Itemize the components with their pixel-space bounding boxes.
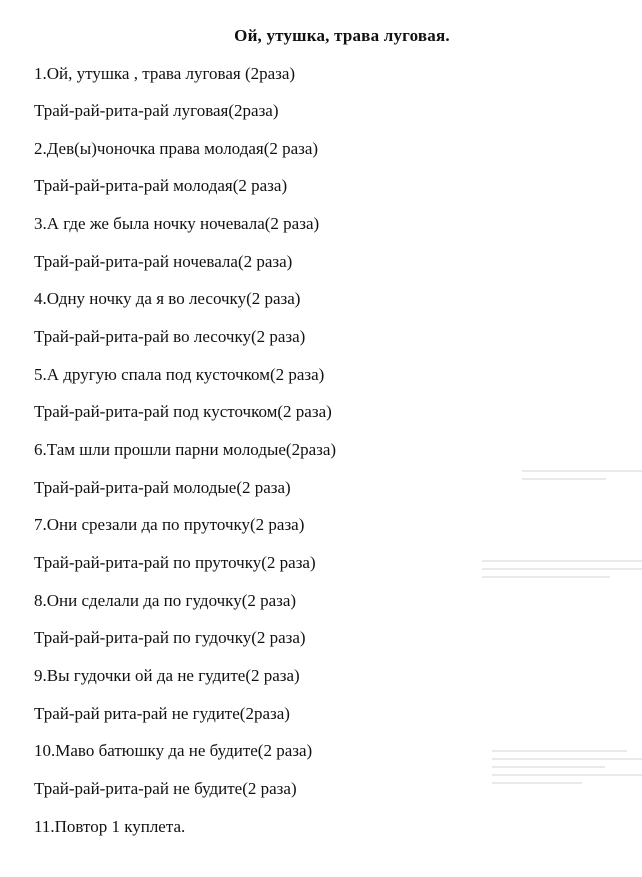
verse-line-3: 3.А где же была ночку ночевала(2 раза)	[34, 214, 320, 233]
verse-line-2: 2.Дев(ы)чоночка права молодая(2 раза)	[34, 139, 319, 158]
verse-line-1: 1.Ой, утушка , трава луговая (2раза)	[34, 64, 296, 83]
verse-line-6: 6.Там шли прошли парни молодые(2раза)	[34, 440, 337, 459]
bleed-through-marks-3	[492, 750, 642, 790]
refrain-line-10: Трай-рай-рита-рай не будите(2 раза)	[34, 779, 297, 798]
refrain-line-5: Трай-рай-рита-рай под кусточком(2 раза)	[34, 402, 332, 421]
verse-line-7: 7.Они срезали да по пруточку(2 раза)	[34, 515, 305, 534]
refrain-line-1: Трай-рай-рита-рай луговая(2раза)	[34, 101, 279, 120]
verse-line-8: 8.Они сделали да по гудочку(2 раза)	[34, 591, 297, 610]
verse-line-9: 9.Вы гудочки ой да не гудите(2 раза)	[34, 666, 300, 685]
refrain-line-9: Трай-рай рита-рай не гудите(2раза)	[34, 704, 290, 723]
refrain-line-4: Трай-рай-рита-рай во лесочку(2 раза)	[34, 327, 306, 346]
refrain-line-3: Трай-рай-рита-рай ночевала(2 раза)	[34, 252, 293, 271]
refrain-line-8: Трай-рай-рита-рай по гудочку(2 раза)	[34, 628, 306, 647]
refrain-line-6: Трай-рай-рита-рай молодые(2 раза)	[34, 478, 291, 497]
verse-line-5: 5.А другую спала под кусточком(2 раза)	[34, 365, 325, 384]
bleed-through-marks-1	[522, 470, 642, 486]
verse-line-11: 11.Повтор 1 куплета.	[34, 817, 186, 836]
refrain-line-7: Трай-рай-рита-рай по пруточку(2 раза)	[34, 553, 316, 572]
bleed-through-marks-2	[482, 560, 642, 584]
song-title: Ой, утушка, трава луговая.	[234, 26, 450, 45]
verse-line-4: 4.Одну ночку да я во лесочку(2 раза)	[34, 289, 301, 308]
refrain-line-2: Трай-рай-рита-рай молодая(2 раза)	[34, 176, 288, 195]
verse-line-10: 10.Маво батюшку да не будите(2 раза)	[34, 741, 313, 760]
